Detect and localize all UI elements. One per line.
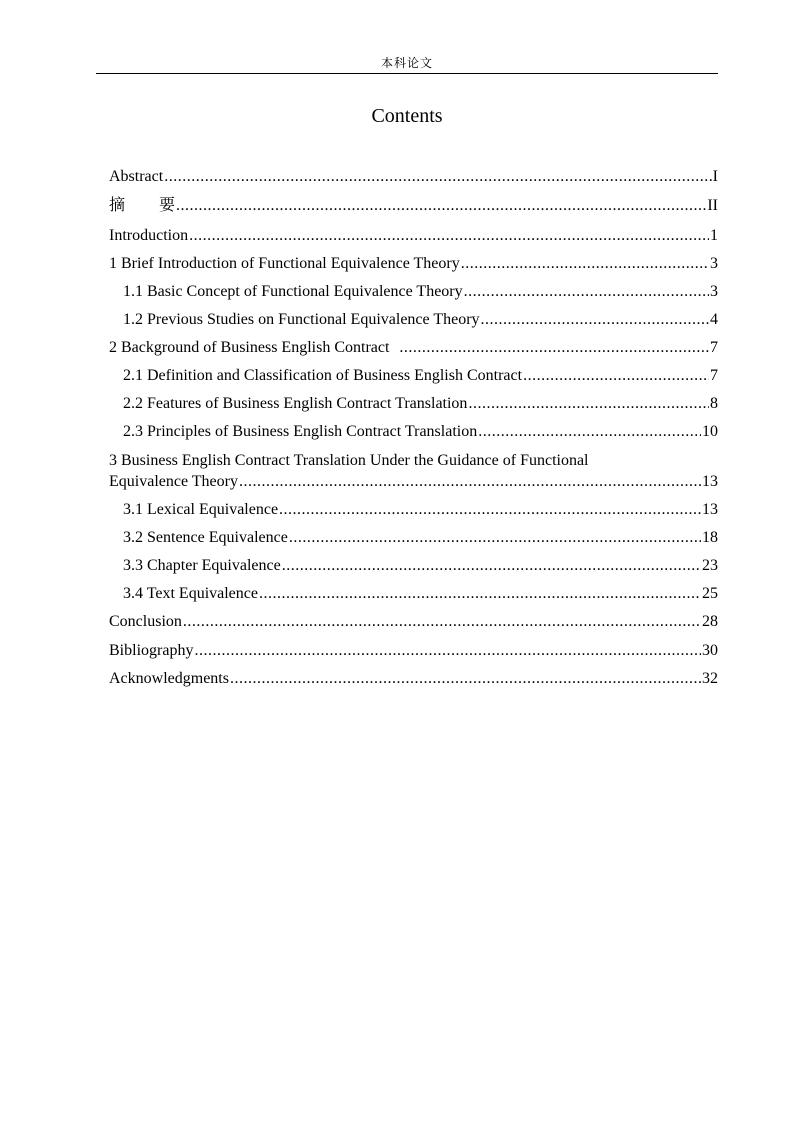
toc-dot-leader xyxy=(164,166,711,187)
toc-entry-page: 3 xyxy=(710,283,718,300)
toc-entry-page: 25 xyxy=(702,585,718,602)
toc-entry-label: 3.3 Chapter Equivalence xyxy=(123,557,281,574)
toc-entry-section-3-2[interactable] xyxy=(123,527,718,548)
toc-entry-page: 7 xyxy=(710,367,718,384)
toc-entry-page: II xyxy=(707,197,718,214)
toc-entry-label: Introduction xyxy=(109,227,189,244)
toc-dot-leader xyxy=(461,253,709,274)
toc-dot-leader xyxy=(481,309,709,330)
toc-entry-section-3-3[interactable] xyxy=(123,555,718,576)
toc-entry-page: 18 xyxy=(702,529,718,546)
toc-entry-label: 1.2 Previous Studies on Functional Equivalence Theory xyxy=(123,311,480,328)
toc-entry-label: 2 Background of Business English Contract xyxy=(109,339,390,356)
toc-entry-chinese-abstract[interactable] xyxy=(109,195,718,216)
toc-entry-section-2-1[interactable] xyxy=(123,365,718,386)
toc-dot-leader xyxy=(279,499,701,520)
toc-dot-leader xyxy=(523,365,709,386)
toc-entry-abstract[interactable] xyxy=(109,166,718,187)
toc-entry-section-1-1[interactable] xyxy=(123,281,718,302)
toc-entry-page: I xyxy=(712,168,718,185)
toc-entry-label: Equivalence Theory xyxy=(109,473,238,490)
toc-entry-page: 13 xyxy=(702,473,718,490)
toc-entry-label: Bibliography xyxy=(109,642,194,659)
toc-entry-page: 8 xyxy=(710,395,718,412)
toc-entry-chapter-1[interactable] xyxy=(109,253,718,274)
toc-entry-section-3-1[interactable] xyxy=(123,499,718,520)
toc-dot-leader xyxy=(239,471,701,492)
toc-entry-label-char-2: 要 xyxy=(159,197,176,214)
toc-entry-chapter-3[interactable] xyxy=(109,471,718,492)
toc-entry-bibliography[interactable] xyxy=(109,640,718,661)
toc-entry-label: 2.3 Principles of Business English Contract Translation xyxy=(123,423,478,440)
toc-entry-introduction[interactable] xyxy=(109,225,718,246)
toc-entry-label: Acknowledgments xyxy=(109,670,229,687)
toc-dot-leader xyxy=(399,337,709,358)
toc-dot-leader xyxy=(176,195,706,216)
toc-entry-acknowledgments[interactable] xyxy=(109,668,718,689)
toc-entry-page: 28 xyxy=(702,613,718,630)
page-title: Contents xyxy=(371,105,443,127)
toc-entry-page: 32 xyxy=(702,670,718,687)
toc-entry-page: 3 xyxy=(710,255,718,272)
toc-entry-chapter-2[interactable] xyxy=(109,337,718,358)
toc-entry-section-2-2[interactable] xyxy=(123,393,718,414)
toc-dot-leader xyxy=(189,225,709,246)
toc-dot-leader xyxy=(289,527,701,548)
toc-dot-leader xyxy=(478,421,701,442)
toc-dot-leader xyxy=(468,393,709,414)
toc-entry-page: 7 xyxy=(710,339,718,356)
toc-entry-chapter-3-line-1[interactable]: 3 Business English Contract Translation Under the Guidance of Functional xyxy=(109,452,589,469)
toc-entry-page: 30 xyxy=(702,642,718,659)
toc-dot-leader xyxy=(230,668,701,689)
toc-entry-label: 1.1 Basic Concept of Functional Equivalence Theory xyxy=(123,283,463,300)
toc-dot-leader xyxy=(194,640,701,661)
toc-entry-page: 23 xyxy=(702,557,718,574)
toc-entry-page: 10 xyxy=(702,423,718,440)
toc-entry-section-2-3[interactable] xyxy=(123,421,718,442)
toc-entry-page: 13 xyxy=(702,501,718,518)
toc-entry-page: 1 xyxy=(710,227,718,244)
toc-entry-label: 3.2 Sentence Equivalence xyxy=(123,529,288,546)
toc-entry-label: 2.1 Definition and Classification of Business English Contract xyxy=(123,367,523,384)
header-rule xyxy=(96,73,718,74)
toc-entry-label: 1 Brief Introduction of Functional Equivalence Theory xyxy=(109,255,460,272)
toc-dot-leader xyxy=(259,583,701,604)
toc-entry-label xyxy=(109,195,175,216)
toc-dot-leader xyxy=(464,281,709,302)
running-header: 本科论文 xyxy=(380,56,433,70)
toc-entry-label: Conclusion xyxy=(109,613,182,630)
toc-entry-label: 3.1 Lexical Equivalence xyxy=(123,501,279,518)
toc-entry-section-1-2[interactable] xyxy=(123,309,718,330)
toc-entry-label: 3.4 Text Equivalence xyxy=(123,585,258,602)
toc-entry-label: Abstract xyxy=(109,168,164,185)
toc-entry-conclusion[interactable] xyxy=(109,611,718,632)
toc-entry-page: 4 xyxy=(710,311,718,328)
toc-entry-section-3-4[interactable] xyxy=(123,583,718,604)
toc-dot-leader xyxy=(282,555,701,576)
toc-entry-label: 2.2 Features of Business English Contract Translation xyxy=(123,395,468,412)
toc-entry-label-char-1: 摘 xyxy=(109,197,126,214)
toc-dot-leader xyxy=(183,611,701,632)
